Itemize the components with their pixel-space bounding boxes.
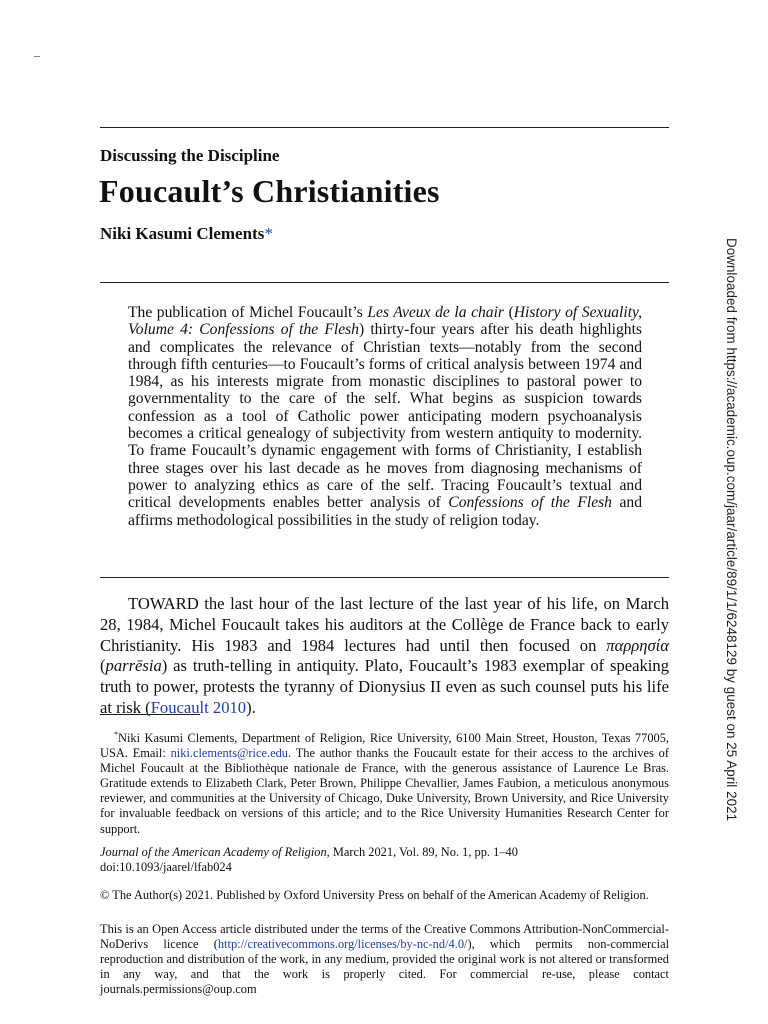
download-watermark: Downloaded from https://academic.oup.com/jaar/article/89/1/1/6248129 by guest on 25 April 2021	[724, 238, 739, 822]
abstract-text-3: ) thirty-four years after his death highlights and complicates the relevance of Christian texts—notably from the second through fifth centuries—to Foucault’s forms of critical analysis between 1974 and 1984, as his interests migrate from monastic disciplines to pastoral power to governmentality to the care of the self. What begins as suspicion towards confession as a tool of Catholic power anticipating modern psychoanalysis becomes a critical genealogy of subjectivity from western antiquity to modernity. To frame Foucault’s dynamic engagement with forms of Christianity, I establish three stages over his last decade as he moves from diagnosing mechanisms of power to analyzing ethics as care of the self. Tracing Foucault’s textual and critical developments enables better analysis of	[128, 321, 642, 512]
abstract-top-rule	[100, 282, 669, 283]
greek-term: παρρησία	[606, 635, 669, 655]
footnote-text-2: . The author thanks the Foucault estate for their access to the archives of Michel Foucault at the Bibliothèque nationale de France, with the generous assistance of Laurence Le Bras. Gratitude extends to Elizabeth Clark, Peter Brown, Philippe Chevallier, James Faubion, a meticulous anonymous reviewer, and communities at the University of Chicago, Duke University, Brown University, and Rice University for invaluable feedback on versions of this article; and to the Rice University Humanities Research Center for support.	[100, 746, 669, 836]
journal-name: Journal of the American Academy of Religion	[100, 845, 327, 859]
license-text-1: This is an Open Access article distributed under the terms of the Creative Commons Attribution-NonCommercial-NoDerivs licence (	[100, 922, 669, 952]
body-text-3: ) as truth-telling in antiquity. Plato, Foucault’s 1983 exemplar of speaking truth to power, protests the tyranny of Dionysius II even as such counsel puts his life at risk (	[100, 656, 669, 717]
body-text-4: ).	[246, 697, 256, 717]
license-notice	[100, 922, 669, 997]
abstract-italic-1: Les Aveux de la chair	[367, 304, 504, 321]
abstract-text-2: (	[504, 304, 514, 321]
body-text-1: TOWARD the last hour of the last lecture of the last year of his life, on March 28, 1984, Michel Foucault takes his auditors at the Collège de France back to early Christianity. His 1983 and 1984 lectures had until then focused on	[100, 594, 669, 655]
author-footnote	[100, 731, 669, 837]
abstract-italic-3: Confessions of the Flesh	[448, 494, 612, 512]
author-line	[100, 224, 273, 244]
body-paragraph	[100, 594, 669, 719]
section-kicker: Discussing the Discipline	[100, 146, 280, 165]
license-text-2: ), which permits non-commercial reproduction and distribution of the work, in any medium, provided the original work is not altered or transformed in any way, and that the work is properly cited. For commercial re-use, please contact journals.permissions@oup.com	[100, 937, 670, 997]
footnote-mark: *	[114, 729, 118, 739]
body-text-2: (	[100, 656, 106, 676]
license-url-link[interactable]: http://creativecommons.org/licenses/by-nc-nd/4.0/	[217, 937, 468, 952]
abstract	[128, 304, 642, 529]
abstract-text-1: The publication of Michel Foucault’s	[128, 304, 368, 321]
author-name: Niki Kasumi Clements	[100, 224, 265, 243]
corner-mark: –	[34, 48, 40, 62]
article-title: Foucault’s Christianities	[99, 173, 440, 209]
journal-info	[100, 845, 669, 875]
email-link[interactable]: niki.clements@rice.edu	[170, 746, 288, 761]
footnote-text-1: Niki Kasumi Clements, Department of Religion, Rice University, 6100 Main Street, Houston, Texas 77005, USA. Email:	[100, 731, 669, 761]
doi: doi:10.1093/jaarel/lfab024	[100, 860, 232, 875]
top-rule	[100, 127, 669, 128]
transliteration: parrēsia	[105, 656, 162, 676]
abstract-bottom-rule	[100, 577, 669, 578]
journal-details: , March 2021, Vol. 89, No. 1, pp. 1–40	[326, 845, 518, 859]
copyright-notice: © The Author(s) 2021. Published by Oxford University Press on behalf of the American Academy of Religion.	[100, 888, 649, 902]
author-footnote-mark[interactable]: *	[264, 224, 273, 243]
footnote-rule	[100, 714, 200, 715]
abstract-italic-2: History of Sexuality, Volume 4: Confessions of the Flesh	[128, 304, 642, 339]
abstract-text-4: and affirms methodological possibilities in the study of religion today.	[128, 494, 642, 529]
citation-link[interactable]: Foucault 2010	[150, 697, 247, 717]
